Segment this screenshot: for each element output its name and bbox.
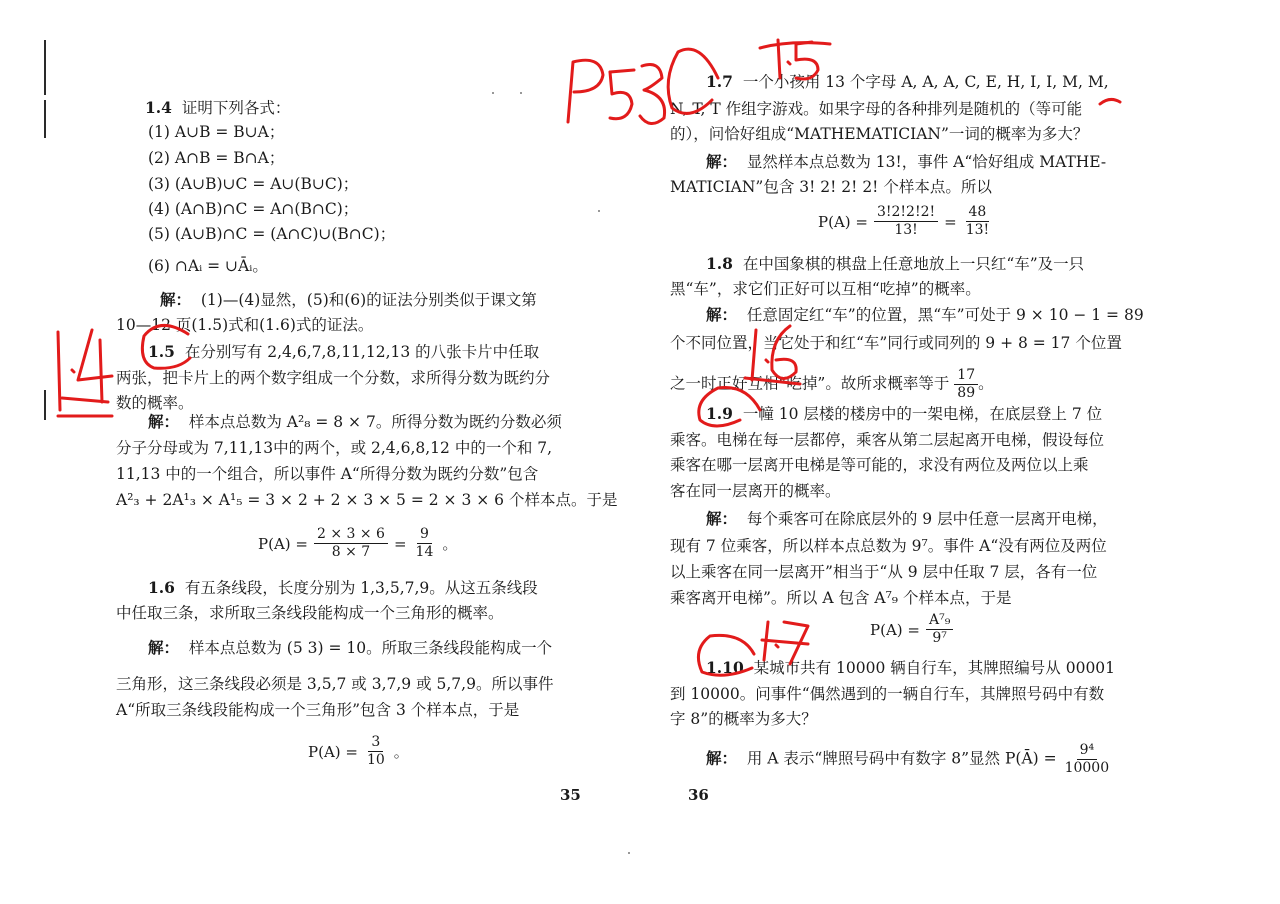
fraction-denominator: 89 [957, 385, 976, 401]
exercise-number: 1.8 [706, 254, 733, 273]
solution-line [706, 305, 1144, 325]
scan-speck [628, 852, 630, 854]
solution-label: 解： [706, 152, 738, 171]
solution-line [670, 367, 994, 402]
equals-sign: = [944, 212, 957, 231]
exercise-text: 有五条线段，长度分别为 1,3,5,7,9。从这五条线段 [184, 579, 538, 597]
fraction [963, 204, 992, 239]
scan-edge-mark [44, 390, 46, 420]
fraction-numerator: 17 [954, 367, 978, 385]
exercise-text: 一个小孩用 13 个字母 A, A, A, C, E, H, I, I, M, M, [742, 73, 1109, 91]
scan-speck [520, 92, 522, 94]
fraction [1062, 742, 1113, 777]
exercise-1-4-heading [145, 98, 290, 118]
exercise-number: 1.4 [145, 98, 172, 117]
right-page [640, 0, 1280, 904]
exercise-text: 某城市共有 10000 辆自行车，其牌照编号从 00001 [753, 659, 1116, 677]
solution-line [160, 290, 537, 310]
solution-label: 解： [706, 748, 738, 768]
fraction-denominator: 8 × 7 [331, 544, 371, 560]
period: 。 [393, 743, 409, 761]
probability-formula [258, 526, 457, 561]
fraction-denominator: 10000 [1064, 760, 1110, 776]
period: 。 [978, 374, 994, 393]
probability-formula [870, 612, 953, 647]
probability-formula [818, 204, 992, 239]
solution-line: 10—12 页(1.5)式和(1.6)式的证法。 [116, 316, 374, 334]
formula-lhs: P(A) = [818, 212, 868, 231]
exercise-number: 1.10 [706, 658, 744, 677]
solution-label: 解： [148, 638, 180, 657]
exercise-text: 乘客在哪一层离开电梯是等可能的，求没有两位及两位以上乘 [670, 456, 1089, 474]
equals-sign: = [393, 534, 407, 553]
exercise-text: 到 10000。问事件“偶然遇到的一辆自行车，其牌照号码中有数 [670, 685, 1105, 703]
fraction-denominator: 9⁷ [932, 630, 947, 646]
solution-text: (1)—(4)显然，(5)和(6)的证法分别类似于课文第 [200, 291, 537, 309]
solution-line: 乘客离开电梯”。所以 A 包含 A⁷₉ 个样本点，于是 [670, 589, 1012, 607]
fraction [954, 367, 978, 402]
solution-line: 以上乘客在同一层离开”相当于“从 9 层中任取 7 层，各有一位 [670, 563, 1098, 581]
fraction-numerator: A⁷₉ [926, 612, 953, 630]
solution-label: 解： [706, 509, 738, 528]
scan-edge-mark [44, 40, 46, 95]
solution-text: 样本点总数为 A²₈ = 8 × 7。所得分数为既约分数必须 [188, 413, 562, 431]
exercise-text: 客在同一层离开的概率。 [670, 482, 841, 500]
fraction-denominator: 13! [894, 222, 918, 238]
period: 。 [442, 535, 458, 553]
exercise-text: N, T, T 作组字游戏。如果字母的各种排列是随机的（等可能 [670, 100, 1083, 118]
solution-line [706, 742, 1112, 777]
solution-text: 用 A 表示“牌照号码中有数字 8”显然 P(Ā) = [746, 749, 1057, 768]
fraction [314, 526, 388, 561]
fraction [413, 526, 437, 561]
formula-lhs: P(A) = [870, 620, 920, 639]
fraction [364, 734, 388, 769]
solution-line [706, 152, 1106, 172]
exercise-1-10-heading [706, 658, 1115, 678]
probability-formula [308, 734, 409, 769]
exercise-1-7-heading [706, 72, 1109, 92]
exercise-text: 在中国象棋的棋盘上任意地放上一只红“车”及一只 [742, 255, 1085, 273]
solution-line [148, 638, 552, 658]
exercise-number: 1.7 [706, 72, 733, 91]
solution-text: 之一时正好互相“吃掉”。故所求概率等于 [670, 374, 950, 393]
solution-text: 任意固定红“车”的位置，黑“车”可处于 9 × 10 − 1 = 89 [746, 306, 1144, 324]
solution-line [706, 509, 1108, 529]
proof-item: (4) (A∩B)∩C = A∩(B∩C)； [148, 200, 359, 218]
fraction-numerator: 9 [417, 526, 432, 544]
exercise-number: 1.5 [148, 342, 175, 361]
scan-speck [598, 210, 600, 212]
formula-lhs: P(A) = [258, 534, 308, 553]
solution-line: MATICIAN”包含 3! 2! 2! 2! 个样本点。所以 [670, 178, 992, 196]
exercise-text: 黑“车”，求它们正好可以互相“吃掉”的概率。 [670, 280, 981, 298]
solution-line: 三角形，这三条线段必须是 3,5,7 或 3,7,9 或 5,7,9。所以事件 [116, 675, 554, 693]
solution-line: 分子分母或为 7,11,13中的两个，或 2,4,6,8,12 中的一个和 7, [116, 439, 553, 457]
solution-label: 解： [160, 290, 192, 309]
exercise-number: 1.6 [148, 578, 175, 597]
fraction-denominator: 13! [965, 222, 990, 238]
solution-line: 现有 7 位乘客，所以样本点总数为 9⁷。事件 A“没有两位及两位 [670, 537, 1107, 555]
scan-edge-mark [44, 100, 46, 138]
exercise-1-6-heading [148, 578, 538, 598]
solution-text: 显然样本点总数为 13!，事件 A“恰好组成 MATHE- [746, 153, 1107, 171]
exercise-text: 一幢 10 层楼的楼房中的一架电梯，在底层登上 7 位 [742, 405, 1103, 423]
exercise-text: 中任取三条，求所取三条线段能构成一个三角形的概率。 [116, 604, 504, 622]
proof-item: (3) (A∪B)∪C = A∪(B∪C)； [148, 175, 359, 193]
proof-item: (1) A∪B = B∪A； [148, 123, 285, 141]
solution-text: 样本点总数为 (5 3) = 10。所取三条线段能构成一个 [188, 639, 553, 657]
fraction-numerator: 3 [368, 734, 383, 752]
formula-lhs: P(A) = [308, 742, 358, 761]
exercise-1-8-heading [706, 254, 1084, 274]
proof-item: (6) ∩Aᵢ = ∪Āᵢ。 [148, 257, 268, 275]
solution-line: 11,13 中的一个组合，所以事件 A“所得分数为既约分数”包含 [116, 465, 539, 483]
solution-label: 解： [148, 412, 180, 431]
exercise-1-5-heading [148, 342, 539, 362]
exercise-text: 数的概率。 [116, 394, 194, 412]
fraction-numerator: 2 × 3 × 6 [314, 526, 388, 544]
exercise-text: 字 8”的概率为多大？ [670, 710, 817, 728]
exercise-text: 两张，把卡片上的两个数字组成一个分数，求所得分数为既约分 [116, 369, 551, 387]
solution-text: 每个乘客可在除底层外的 9 层中任意一层离开电梯， [746, 510, 1108, 528]
exercise-text: 的），问恰好组成“MATHEMATICIAN”一词的概率为多大？ [670, 125, 1089, 143]
solution-line: A²₃ + 2A¹₃ × A¹₅ = 3 × 2 + 2 × 3 × 5 = 2 × 3 × 6 个样本点。于是 [116, 491, 618, 509]
fraction-numerator: 9⁴ [1077, 742, 1098, 760]
solution-line [148, 412, 562, 432]
fraction [874, 204, 938, 239]
fraction-numerator: 3!2!2!2! [874, 204, 938, 222]
proof-item: (2) A∩B = B∩A； [148, 149, 285, 167]
exercise-1-9-heading [706, 404, 1102, 424]
exercise-number: 1.9 [706, 404, 733, 423]
page-number: 36 [688, 786, 709, 804]
exercise-text: 证明下列各式： [181, 99, 291, 117]
exercise-text: 乘客。电梯在每一层都停，乘客从第二层起离开电梯，假设每位 [670, 431, 1105, 449]
solution-line: 个不同位置，当它处于和红“车”同行或同列的 9 + 8 = 17 个位置 [670, 334, 1122, 352]
fraction [926, 612, 953, 647]
page-number: 35 [560, 786, 581, 804]
solution-label: 解： [706, 305, 738, 324]
solution-line: A“所取三条线段能构成一个三角形”包含 3 个样本点，于是 [116, 701, 520, 719]
scan-speck [492, 92, 494, 94]
proof-item: (5) (A∪B)∩C = (A∩C)∪(B∩C)； [148, 225, 396, 243]
exercise-text: 在分别写有 2,4,6,7,8,11,12,13 的八张卡片中任取 [184, 343, 540, 361]
fraction-denominator: 14 [415, 544, 434, 560]
fraction-denominator: 10 [366, 752, 385, 768]
fraction-numerator: 48 [966, 204, 990, 222]
